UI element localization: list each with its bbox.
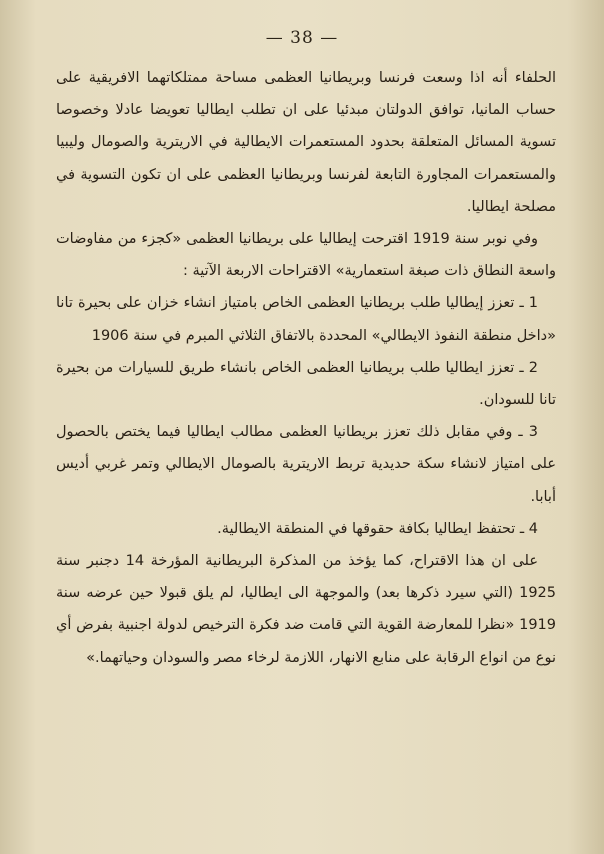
list-item-4: 4 ـ تحتفظ ايطاليا بكافة حقوقها في المنطقة الايطالية.: [217, 520, 538, 537]
list-item-3: 3 ـ وفي مقابل ذلك تعزز بريطانيا العظمى مطالب ايطاليا فيما يختص بالحصول على امتياز لانشاء سكة حديدية تربط الاريترية بالصومال الايطالي وتمر غربي أديس أبابا.: [56, 424, 556, 505]
page-number: — 38 —: [265, 28, 339, 48]
paragraph-continuation: الحلفاء أنه اذا وسعت فرنسا وبريطانيا العظمى مساحة ممتلكاتهما الافريقية على حساب المانيا، توافق الدولتان مبدئيا على ان تطلب ايطاليا تعويضا عادلا وخصوصا تسوية المسائل المتعلقة بحدود المستعمرات الايطالية في الاريترية والصومال وليبيا والمستعمرات المجاورة التابعة لفرنسا وبريطانيا العظمى على ان تكون التسوية في مصلحة ايطاليا.: [56, 70, 556, 215]
paragraph-november-proposal: وفي نوبر سنة 1919 اقترحت إيطاليا على بريطانيا العظمى «كجزء من مفاوضات واسعة النطاق ذات صبغة استعمارية» الاقتراحات الاربعة الآتية :: [56, 231, 556, 280]
list-item-1: 1 ـ تعزز إيطاليا طلب بريطانيا العظمى الخاص بامتياز انشاء خزان على بحيرة تانا «داخل منطقة النفوذ الايطالي» المحددة بالاتفاق الثلاثي المبرم في سنة 1906: [56, 295, 556, 344]
body-text: [56, 62, 556, 674]
list-item-2: 2 ـ تعزز ايطاليا طلب بريطانيا العظمى الخاص بانشاء طريق للسيارات من بحيرة تانا للسودان.: [56, 359, 556, 409]
paragraph-british-memo: على ان هذا الاقتراح، كما يؤخذ من المذكرة البريطانية المؤرخة 14 دجنبر سنة 1925 (التي سيرد ذكرها بعد) والموجهة الى ايطاليا، لم يلق قبولا حين عرضه سنة 1919 «نظرا للمعارضة القوية التي قامت ضد فكرة الترخيص لدولة اجنبية بفرض أي نوع من انواع الرقابة على منابع الانهار، اللازمة لرخاء مصر والسودان وحياتهما.»: [56, 553, 556, 666]
